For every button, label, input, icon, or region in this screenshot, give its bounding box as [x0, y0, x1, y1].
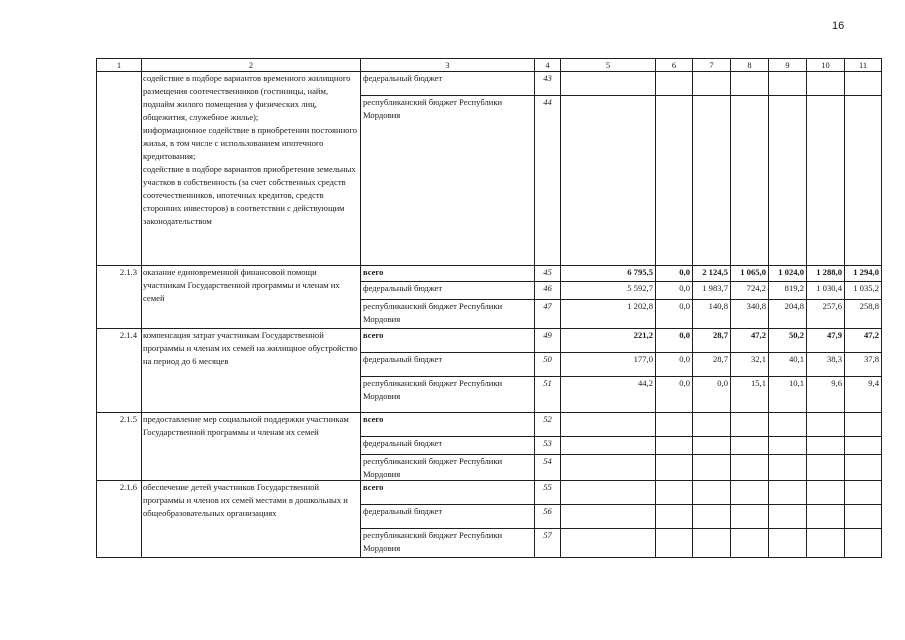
section-code [97, 72, 142, 266]
row-number: 47 [535, 300, 561, 329]
column-header: 4 [535, 59, 561, 72]
amount-cell: 10,1 [769, 377, 807, 413]
row-number: 46 [535, 282, 561, 300]
row-number: 57 [535, 529, 561, 558]
amount-cell: 0,0 [656, 282, 693, 300]
amount-cell: 0,0 [656, 266, 693, 282]
amount-cell [769, 72, 807, 96]
amount-cell [769, 437, 807, 455]
row-number: 55 [535, 481, 561, 505]
amount-cell: 40,1 [769, 353, 807, 377]
amount-cell [693, 96, 731, 266]
funding-source: республиканский бюджет Республики Мордовия [361, 377, 535, 413]
amount-cell: 0,0 [656, 300, 693, 329]
amount-cell: 140,8 [693, 300, 731, 329]
funding-source: республиканский бюджет Республики Мордовия [361, 96, 535, 266]
amount-cell [731, 437, 769, 455]
amount-cell: 177,0 [561, 353, 656, 377]
amount-cell [656, 455, 693, 481]
table-row [97, 481, 882, 505]
amount-cell [731, 96, 769, 266]
amount-cell [807, 72, 845, 96]
amount-cell: 37,8 [845, 353, 882, 377]
funding-source: всего [361, 266, 535, 282]
amount-cell: 47,2 [731, 329, 769, 353]
amount-cell [656, 437, 693, 455]
amount-cell: 50,2 [769, 329, 807, 353]
row-number: 53 [535, 437, 561, 455]
amount-cell: 340,8 [731, 300, 769, 329]
amount-cell: 0,0 [656, 377, 693, 413]
row-number: 52 [535, 413, 561, 437]
funding-source: всего [361, 329, 535, 353]
budget-table [96, 58, 882, 558]
amount-cell [769, 455, 807, 481]
funding-source: федеральный бюджет [361, 72, 535, 96]
amount-cell [769, 481, 807, 505]
amount-cell [807, 96, 845, 266]
column-header-row [97, 59, 882, 72]
amount-cell [561, 481, 656, 505]
amount-cell [731, 505, 769, 529]
funding-source: республиканский бюджет Республики Мордовия [361, 300, 535, 329]
amount-cell [807, 529, 845, 558]
amount-cell [845, 505, 882, 529]
amount-cell: 32,1 [731, 353, 769, 377]
amount-cell: 819,2 [769, 282, 807, 300]
amount-cell: 204,8 [769, 300, 807, 329]
table-row [97, 413, 882, 437]
amount-cell [693, 72, 731, 96]
amount-cell [561, 72, 656, 96]
funding-source: федеральный бюджет [361, 437, 535, 455]
amount-cell [807, 455, 845, 481]
page-number: 16 [832, 20, 845, 32]
funding-source: всего [361, 481, 535, 505]
amount-cell: 1 024,0 [769, 266, 807, 282]
column-header: 3 [361, 59, 535, 72]
amount-cell [807, 437, 845, 455]
table-body [97, 59, 882, 558]
amount-cell [731, 481, 769, 505]
amount-cell [561, 505, 656, 529]
amount-cell [656, 481, 693, 505]
section-code: 2.1.3 [97, 266, 142, 329]
amount-cell: 1 035,2 [845, 282, 882, 300]
column-header: 9 [769, 59, 807, 72]
amount-cell: 47,2 [845, 329, 882, 353]
amount-cell [807, 505, 845, 529]
amount-cell: 38,3 [807, 353, 845, 377]
measure-description: компенсация затрат участникам Государственной программы и членам их семей на жилищное обустройство на период до 6 месяцев [142, 329, 361, 413]
amount-cell: 724,2 [731, 282, 769, 300]
amount-cell: 1 294,0 [845, 266, 882, 282]
measure-description: оказание единовременной финансовой помощи участникам Государственной программы и членам их семей [142, 266, 361, 329]
amount-cell [845, 529, 882, 558]
row-number: 54 [535, 455, 561, 481]
funding-source: республиканский бюджет Республики Мордовия [361, 455, 535, 481]
amount-cell [561, 96, 656, 266]
amount-cell [561, 455, 656, 481]
amount-cell: 6 795,5 [561, 266, 656, 282]
table-row [97, 329, 882, 353]
amount-cell [845, 455, 882, 481]
amount-cell [845, 481, 882, 505]
amount-cell: 258,8 [845, 300, 882, 329]
amount-cell [807, 413, 845, 437]
row-number: 51 [535, 377, 561, 413]
row-number: 44 [535, 96, 561, 266]
funding-source: федеральный бюджет [361, 282, 535, 300]
funding-source: республиканский бюджет Республики Мордовия [361, 529, 535, 558]
amount-cell [845, 72, 882, 96]
amount-cell [731, 455, 769, 481]
row-number: 50 [535, 353, 561, 377]
amount-cell: 9,4 [845, 377, 882, 413]
amount-cell [693, 455, 731, 481]
amount-cell: 257,6 [807, 300, 845, 329]
funding-source: федеральный бюджет [361, 353, 535, 377]
amount-cell: 1 030,4 [807, 282, 845, 300]
measure-description: обеспечение детей участников Государственной программы и членов их семей местами в дошкольных и общеобразовательных организациях [142, 481, 361, 558]
table-row [97, 72, 882, 96]
amount-cell: 2 124,5 [693, 266, 731, 282]
amount-cell [656, 529, 693, 558]
amount-cell [561, 413, 656, 437]
funding-source: всего [361, 413, 535, 437]
amount-cell [845, 96, 882, 266]
amount-cell [561, 437, 656, 455]
amount-cell [693, 505, 731, 529]
amount-cell: 28,7 [693, 353, 731, 377]
amount-cell [656, 413, 693, 437]
amount-cell [693, 529, 731, 558]
section-code: 2.1.4 [97, 329, 142, 413]
row-number: 45 [535, 266, 561, 282]
amount-cell [693, 437, 731, 455]
measure-description: предоставление мер социальной поддержки участникам Государственной программы и членам их семей [142, 413, 361, 481]
amount-cell: 47,9 [807, 329, 845, 353]
row-number: 56 [535, 505, 561, 529]
row-number: 43 [535, 72, 561, 96]
amount-cell [807, 481, 845, 505]
amount-cell [656, 96, 693, 266]
amount-cell: 0,0 [693, 377, 731, 413]
amount-cell: 15,1 [731, 377, 769, 413]
measure-description: содействие в подборе вариантов временного жилищного размещения соотечественников (гостиницы, найм, поднайм жилого помещения у физических лиц, общежития, служебное жилье); информационное содействие в приобретении постоянного жилья, в том числе с использованием ипотечного кредитования; содействие в подборе вариантов приобретения земельных участков в собственность (за счет собственных средств соотечественников, ипотечных кредитов, средств сторонних инвесторов) в соответствии с действующим законодательством [142, 72, 361, 266]
amount-cell: 1 983,7 [693, 282, 731, 300]
amount-cell [769, 96, 807, 266]
table-row [97, 266, 882, 282]
amount-cell: 0,0 [656, 329, 693, 353]
amount-cell [693, 413, 731, 437]
amount-cell [845, 413, 882, 437]
amount-cell: 221,2 [561, 329, 656, 353]
amount-cell: 9,6 [807, 377, 845, 413]
column-header: 11 [845, 59, 882, 72]
column-header: 2 [142, 59, 361, 72]
column-header: 6 [656, 59, 693, 72]
amount-cell [731, 72, 769, 96]
amount-cell [769, 505, 807, 529]
column-header: 8 [731, 59, 769, 72]
row-number: 49 [535, 329, 561, 353]
amount-cell [693, 481, 731, 505]
column-header: 5 [561, 59, 656, 72]
amount-cell [656, 72, 693, 96]
amount-cell: 1 065,0 [731, 266, 769, 282]
amount-cell [561, 529, 656, 558]
amount-cell [656, 505, 693, 529]
amount-cell: 5 592,7 [561, 282, 656, 300]
amount-cell: 1 288,0 [807, 266, 845, 282]
column-header: 1 [97, 59, 142, 72]
amount-cell: 28,7 [693, 329, 731, 353]
section-code: 2.1.5 [97, 413, 142, 481]
column-header: 7 [693, 59, 731, 72]
amount-cell [769, 529, 807, 558]
amount-cell [731, 413, 769, 437]
amount-cell [769, 413, 807, 437]
amount-cell: 1 202,8 [561, 300, 656, 329]
section-code: 2.1.6 [97, 481, 142, 558]
amount-cell: 44,2 [561, 377, 656, 413]
amount-cell: 0,0 [656, 353, 693, 377]
amount-cell [845, 437, 882, 455]
funding-source: федеральный бюджет [361, 505, 535, 529]
amount-cell [731, 529, 769, 558]
column-header: 10 [807, 59, 845, 72]
